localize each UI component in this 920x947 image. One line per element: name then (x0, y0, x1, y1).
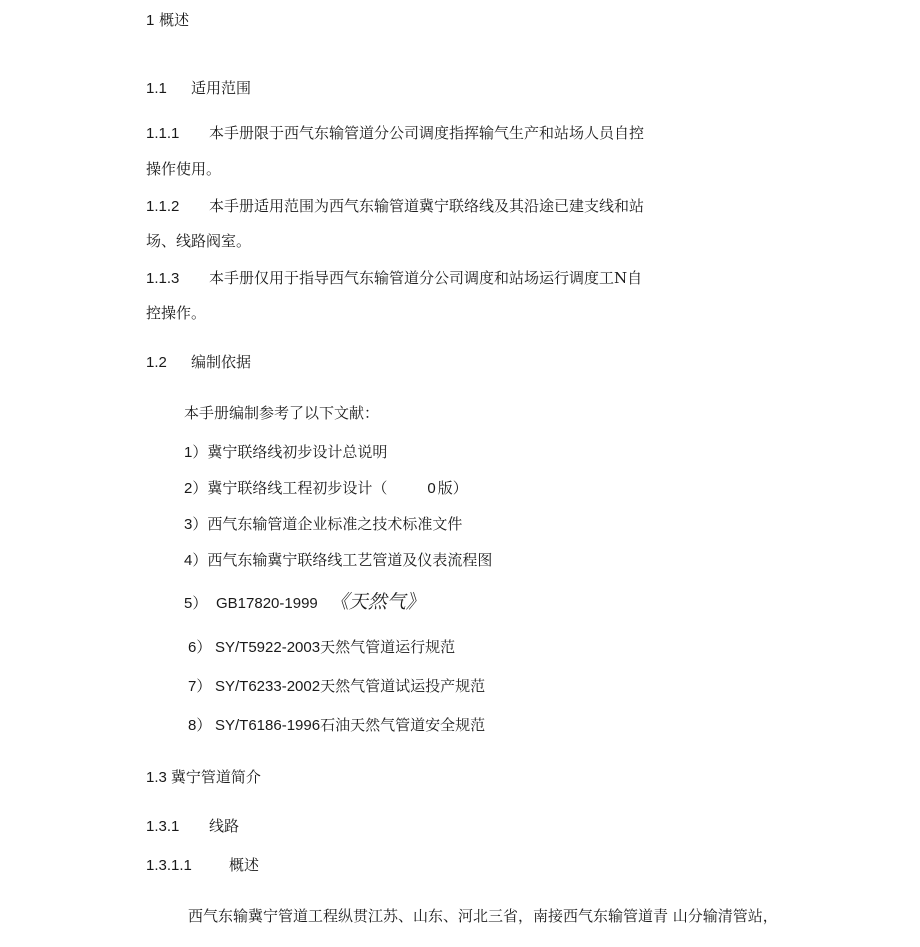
paragraph-1-1-2-number: 1.1.2 (146, 198, 180, 215)
reference-text: 天然气管道运行规范 (320, 638, 456, 656)
paragraph-1-1-2-line1: 本手册适用范围为西气东输管道冀宁联络线及其沿途已建支线和站 (209, 197, 645, 215)
paragraph-1-1-3-line1: 本手册仅用于指导西气东输管道分公司调度和站场运行调度工N自 (209, 269, 643, 287)
section-1-2-number: 1.2 (146, 354, 167, 371)
reference-code: SY/T6233-2002 (215, 678, 321, 695)
reference-text: 冀宁联络线初步设计总说明 (207, 443, 388, 461)
reference-code: SY/T6186-1996 (215, 717, 321, 734)
heading-1-title: 概述 (159, 11, 190, 29)
reference-text: 《天然气》 (329, 591, 425, 613)
reference-item (188, 676, 485, 697)
heading-1 (146, 10, 189, 31)
section-1-3-number: 1.3 (146, 769, 167, 786)
section-1-3 (146, 767, 261, 788)
reference-item (188, 715, 485, 736)
reference-number: 8） (188, 717, 212, 734)
section-1-3-1-1-title: 概述 (229, 856, 260, 874)
section-1-3-1-title: 线路 (209, 817, 240, 835)
reference-number: 6） (188, 639, 212, 656)
reference-number: 3） (184, 516, 208, 533)
reference-version: 0 (427, 480, 436, 497)
heading-1-number: 1 (146, 12, 155, 29)
paragraph-1-1-2-line2: 场、线路阀室。 (146, 232, 252, 250)
reference-number: 1） (184, 444, 208, 461)
section-1-3-1 (146, 816, 239, 837)
paragraph-1-1-2 (146, 196, 644, 217)
paragraph-1-1-1-number: 1.1.1 (146, 125, 180, 142)
references-intro-text: 本手册编制参考了以下文献： (184, 404, 380, 422)
reference-text: 西气东输管道企业标准之技术标准文件 (207, 515, 463, 533)
section-1-3-1-number: 1.3.1 (146, 818, 180, 835)
reference-item (184, 550, 492, 571)
paragraph-1-1-3-number: 1.1.3 (146, 270, 180, 287)
reference-number: 5） (184, 595, 208, 612)
reference-text: 石油天然气管道安全规范 (320, 716, 486, 734)
references-intro (184, 403, 379, 423)
section-1-2-title: 编制依据 (191, 353, 252, 371)
paragraph-1-1-3-line2: 控操作。 (146, 304, 207, 322)
paragraph-1-1-1-line2: 操作使用。 (146, 160, 222, 178)
reference-code: SY/T5922-2003 (215, 639, 321, 656)
reference-text: 冀宁联络线工程初步设计（ (207, 479, 388, 497)
paragraph-1-1-1 (146, 123, 644, 144)
paragraph-1-1-3-continuation (146, 303, 206, 323)
reference-item (184, 478, 468, 499)
reference-code: GB17820-1999 (216, 595, 318, 612)
section-1-1-title: 适用范围 (191, 79, 252, 97)
reference-item (188, 637, 455, 658)
reference-number: 2） (184, 480, 208, 497)
paragraph-1-1-3 (146, 268, 642, 289)
reference-item (184, 514, 462, 535)
body-paragraph (188, 906, 778, 926)
section-1-3-1-1-number: 1.3.1.1 (146, 857, 192, 874)
section-1-1-number: 1.1 (146, 80, 167, 97)
reference-item (184, 591, 425, 615)
reference-number: 7） (188, 678, 212, 695)
body-paragraph-text: 西气东输冀宁管道工程纵贯江苏、山东、河北三省，南接西气东输管道青 山分输清管站， (188, 907, 778, 925)
paragraph-1-1-1-line1: 本手册限于西气东输管道分公司调度指挥输气生产和站场人员自控 (209, 124, 645, 142)
section-1-3-title: 冀宁管道简介 (170, 768, 261, 786)
section-1-1 (146, 78, 251, 99)
reference-number: 4） (184, 552, 208, 569)
reference-text: 天然气管道试运投产规范 (320, 677, 486, 695)
paragraph-1-1-1-continuation (146, 159, 221, 179)
reference-text: 西气东输冀宁联络线工艺管道及仪表流程图 (207, 551, 493, 569)
reference-item (184, 442, 387, 463)
reference-text-suffix: 版） (437, 479, 468, 497)
section-1-2 (146, 352, 251, 373)
paragraph-1-1-2-continuation (146, 231, 251, 251)
section-1-3-1-1 (146, 855, 259, 876)
